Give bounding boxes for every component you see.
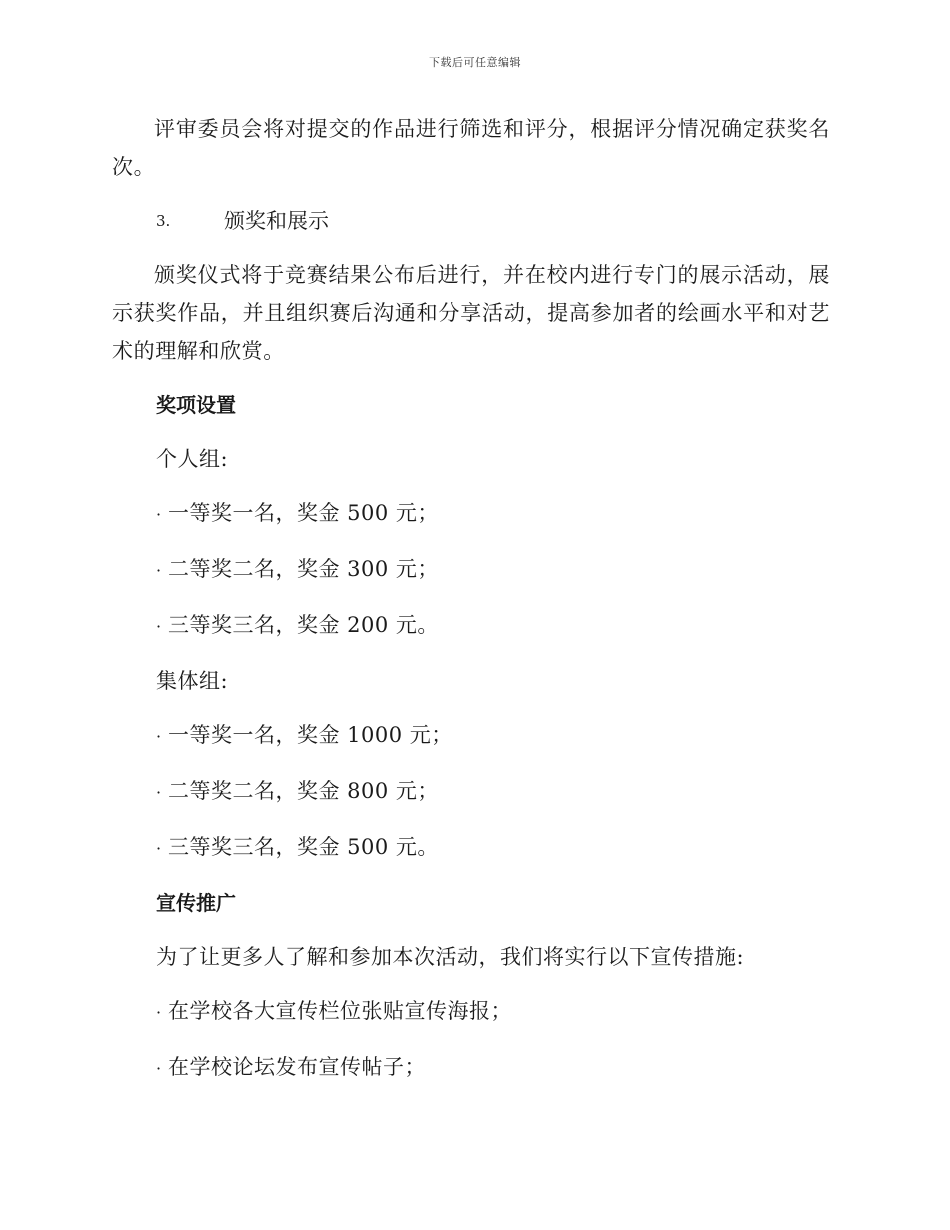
bullet-icon: ·: [156, 727, 162, 746]
section-number: 3.: [156, 212, 171, 230]
bullet-icon: ·: [156, 783, 162, 802]
bullet-icon: ·: [156, 617, 162, 636]
list-item: · 三等奖三名，奖金 500 元。: [112, 828, 830, 868]
section-title: 颁奖和展示: [224, 209, 329, 233]
heading-promotion: 宣传推广: [156, 891, 236, 915]
list-item: · 在学校各大宣传栏位张贴宣传海报；: [112, 992, 830, 1032]
paragraph-promotion-intro: 为了让更多人了解和参加本次活动，我们将实行以下宣传措施:: [156, 945, 745, 969]
list-item: · 一等奖一名，奖金 1000 元；: [112, 716, 830, 756]
list-item: · 二等奖二名，奖金 800 元；: [112, 772, 830, 812]
bullet-icon: ·: [156, 505, 162, 524]
list-item: · 三等奖三名，奖金 200 元。: [112, 606, 830, 646]
bullet-icon: ·: [156, 1003, 162, 1022]
bullet-icon: ·: [156, 561, 162, 580]
paragraph-review: 评审委员会将对提交的作品进行筛选和评分，根据评分情况确定获奖名次。: [112, 117, 830, 179]
label-collective-group: 集体组:: [156, 669, 229, 693]
paragraph-award-ceremony: 颁奖仪式将于竞赛结果公布后进行，并在校内进行专门的展示活动，展示获奖作品，并且组织赛后沟通和分享活动，提高参加者的绘画水平和对艺术的理解和欣赏。: [112, 263, 830, 363]
bullet-icon: ·: [156, 839, 162, 858]
list-item: · 在学校论坛发布宣传帖子；: [112, 1048, 830, 1088]
label-individual-group: 个人组:: [156, 447, 229, 471]
bullet-icon: ·: [156, 1059, 162, 1078]
list-item: · 二等奖二名，奖金 300 元；: [112, 550, 830, 590]
heading-awards: 奖项设置: [156, 393, 236, 417]
list-item: · 一等奖一名，奖金 500 元；: [112, 494, 830, 534]
page-header: 下载后可任意编辑: [429, 56, 521, 69]
section-heading-awarding: [112, 202, 830, 240]
document-body: [112, 108, 830, 1088]
